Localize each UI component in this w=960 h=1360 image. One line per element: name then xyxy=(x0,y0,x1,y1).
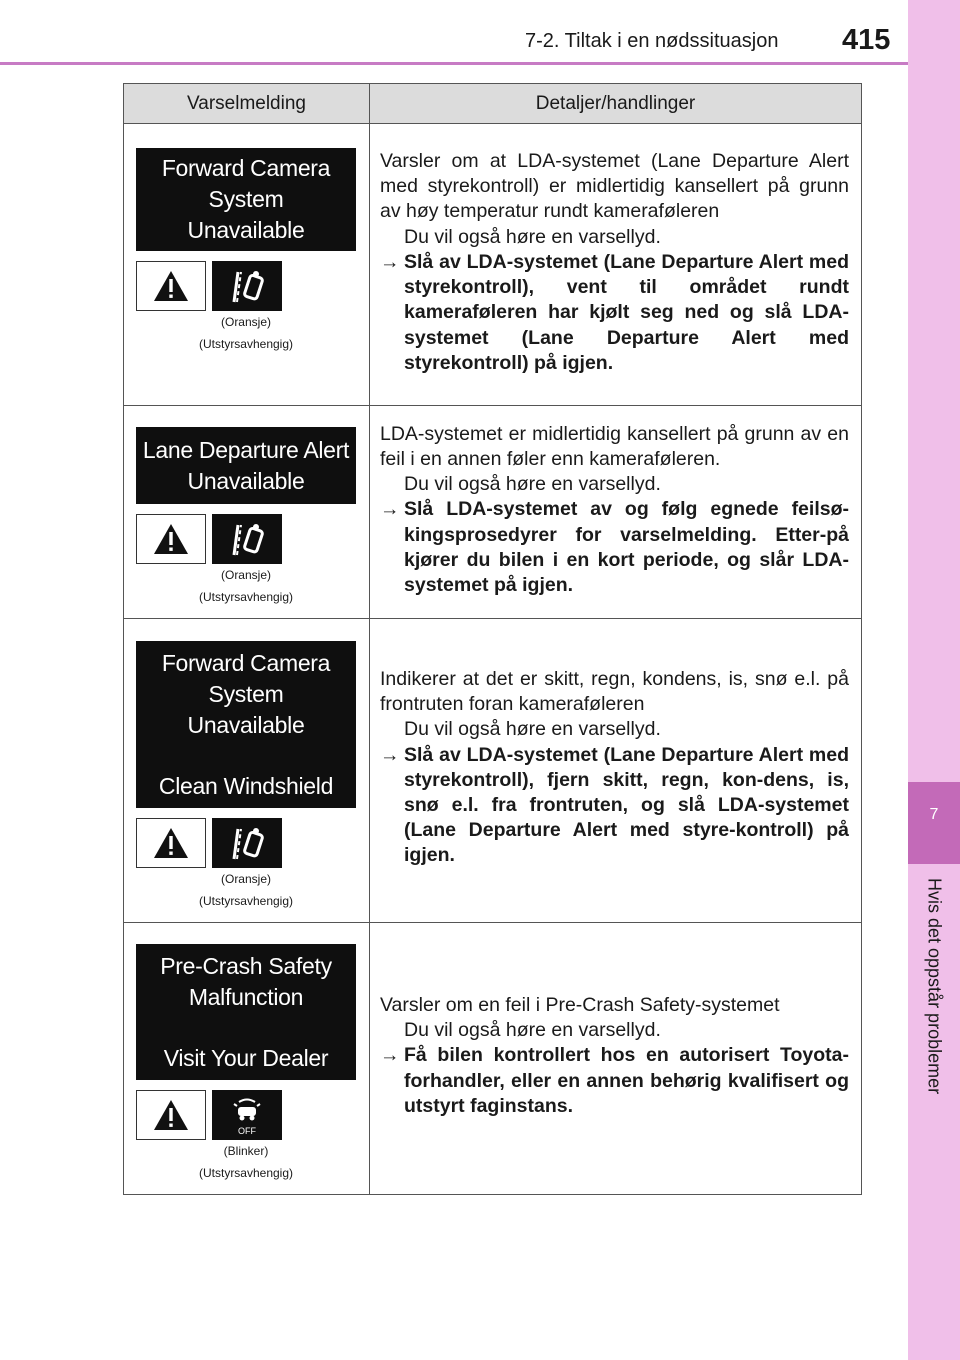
sound-note: Du vil også høre en varsellyd. xyxy=(404,1019,661,1042)
table-row xyxy=(124,406,862,619)
warning-triangle-icon xyxy=(136,818,206,868)
arrow-icon: → xyxy=(380,1044,400,1067)
description-text: Varsler om at LDA-systemet (Lane Departure Alert med styrekontroll) er midlertidig kansellert på grunn av høy temperatur rundt kameraføleren xyxy=(380,150,849,223)
message-cell xyxy=(124,406,370,619)
warning-triangle-icon xyxy=(136,1090,206,1140)
page-number: 415 xyxy=(842,24,891,56)
description-text: Indikerer at det er skitt, regn, kondens, is, snø e.l. på frontruten foran kameraføleren xyxy=(380,668,849,716)
table-header-row xyxy=(124,84,862,124)
action-label: Slå av LDA-systemet (Lane Departure Alert med styrekontroll), fjern skitt, regn, kon-dens, is, snø e.l. fra frontruten, og slå LDA-systemet (Lane Departure Alert med styre-kontroll) på igjen. xyxy=(404,743,849,867)
header-divider xyxy=(0,62,908,65)
display-line: System xyxy=(208,186,284,212)
indicator-icons xyxy=(136,818,357,868)
indicator-color-note: (Oransje) xyxy=(220,872,271,886)
display-spacer xyxy=(136,741,356,771)
message-display xyxy=(136,944,356,1080)
display-line: Unavailable xyxy=(187,711,305,738)
display-spacer xyxy=(136,1013,356,1043)
display-line: Unavailable xyxy=(187,467,305,494)
indicator-color-note: (Oransje) xyxy=(220,568,271,582)
column-header-details: Detaljer/handlinger xyxy=(370,84,862,124)
message-cell xyxy=(124,923,370,1195)
description-text: Varsler om en feil i Pre-Crash Safety-systemet xyxy=(380,994,780,1016)
display-line: System xyxy=(208,680,284,707)
message-display xyxy=(136,148,356,251)
action-label: Få bilen kontrollert hos en autorisert Toyota-forhandler, eller en annen behørig kvalifisert og utstyrt faginstans. xyxy=(404,1044,849,1117)
table-row xyxy=(124,619,862,923)
sound-note: Du vil også høre en varsellyd. xyxy=(404,473,661,496)
warning-triangle-icon xyxy=(136,261,206,311)
chapter-title: Hvis det oppstår problemer xyxy=(924,878,945,1095)
details-cell xyxy=(370,619,862,923)
details-cell xyxy=(370,406,862,619)
equipment-note: (Utstyrsavhengig) xyxy=(198,590,294,604)
indicator-icons xyxy=(136,1090,357,1140)
action-text xyxy=(380,1043,849,1119)
chapter-number: 7 xyxy=(929,806,939,823)
indicator-color-note: (Oransje) xyxy=(220,315,271,329)
equipment-note: (Utstyrsavhengig) xyxy=(198,1166,294,1180)
equipment-note: (Utstyrsavhengig) xyxy=(198,894,294,908)
message-cell xyxy=(124,124,370,406)
display-line: Forward Camera xyxy=(161,155,331,181)
table-row xyxy=(124,923,862,1195)
warning-triangle-icon xyxy=(136,514,206,564)
details-cell xyxy=(370,124,862,406)
lane-departure-icon xyxy=(212,261,282,311)
details-cell xyxy=(370,923,862,1195)
action-text xyxy=(380,743,849,869)
lane-departure-icon xyxy=(212,818,282,868)
arrow-icon: → xyxy=(380,250,400,273)
message-display xyxy=(136,641,356,808)
pre-crash-off-icon xyxy=(212,1090,282,1140)
indicator-icons xyxy=(136,514,357,564)
equipment-note: (Utstyrsavhengig) xyxy=(198,337,294,351)
message-cell xyxy=(124,619,370,923)
display-line: Clean Windshield xyxy=(158,772,334,799)
action-label: Slå av LDA-systemet (Lane Departure Alert med styrekontroll), vent til området rundt kameraføleren har kjølt seg ned og slå LDA-systemet (Lane Departure Alert med styrekontroll) på igjen. xyxy=(404,250,849,374)
indicator-color-note: (Blinker) xyxy=(223,1144,269,1158)
message-display xyxy=(136,427,356,504)
description-text: LDA-systemet er midlertidig kansellert på grunn av en feil i en annen føler enn kameraføleren. xyxy=(380,422,849,470)
action-text xyxy=(380,250,849,376)
indicator-icons xyxy=(136,261,357,311)
arrow-icon: → xyxy=(380,498,400,521)
display-line: Lane Departure Alert xyxy=(142,436,350,463)
lane-departure-icon xyxy=(212,514,282,564)
display-line: Pre-Crash Safety xyxy=(160,952,332,979)
arrow-icon: → xyxy=(380,743,400,766)
action-text xyxy=(380,497,849,598)
section-title: 7-2. Tiltak i en nødssituasjon xyxy=(525,30,779,52)
column-header-message: Varselmelding xyxy=(124,84,370,124)
off-label: OFF xyxy=(238,1126,256,1136)
action-label: Slå LDA-systemet av og følg egnede feilsø-kingsprosedyrer for varselmelding. Etter-på kjører du bilen i en kort periode, og slår LDA-systemet på igjen. xyxy=(404,498,849,596)
side-tab xyxy=(908,0,960,1360)
display-line: Forward Camera xyxy=(161,649,331,676)
warning-message-table xyxy=(123,83,862,1195)
sound-note: Du vil også høre en varsellyd. xyxy=(404,225,661,248)
sound-note: Du vil også høre en varsellyd. xyxy=(404,718,661,741)
display-line: Malfunction xyxy=(188,983,304,1010)
display-line: Visit Your Dealer xyxy=(163,1044,329,1071)
display-line: Unavailable xyxy=(187,217,305,243)
table-row xyxy=(124,124,862,406)
